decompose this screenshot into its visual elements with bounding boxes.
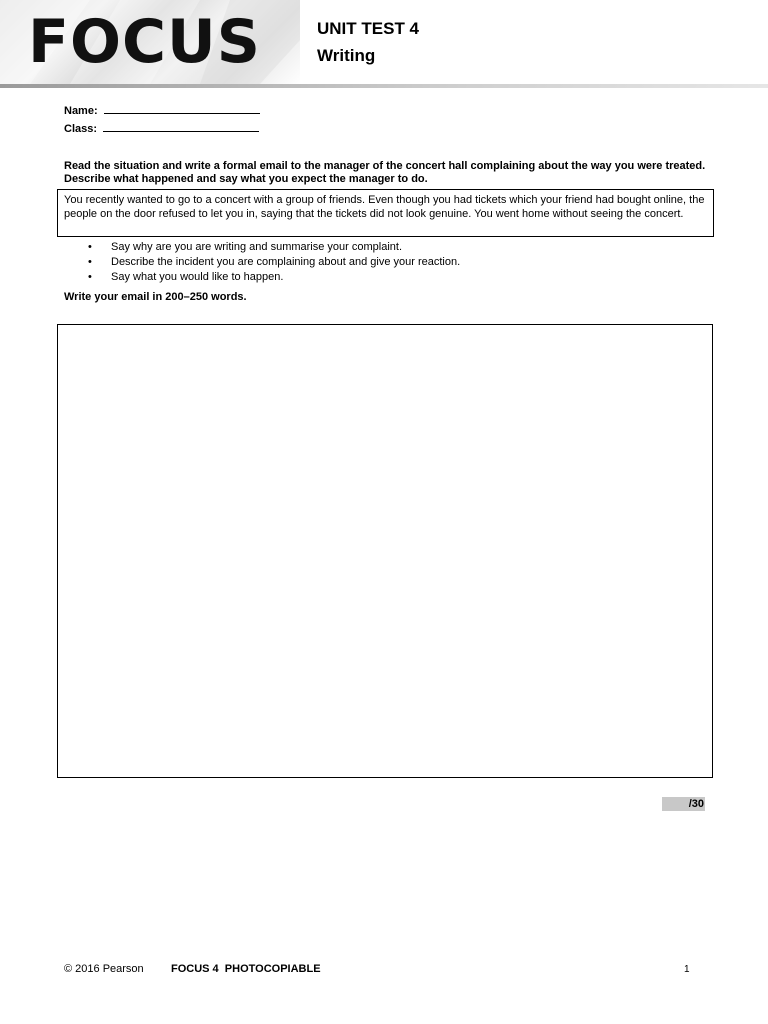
header-rule (0, 84, 768, 88)
list-item: • Describe the incident you are complaining about and give your reaction. (88, 256, 461, 268)
logo-background (0, 0, 300, 84)
score-badge: /30 (662, 797, 705, 811)
list-item: • Say what you would like to happen. (88, 271, 284, 283)
task-bullets (64, 240, 704, 285)
task-instructions: Read the situation and write a formal email to the manager of the concert hall complaining about the way you were treated. Describe what happened and say what you expect the manager to do. (64, 160, 706, 185)
page-number: 1 (684, 964, 690, 975)
unit-title: UNIT TEST 4 (317, 19, 420, 38)
class-field[interactable] (64, 120, 259, 136)
bullet-icon: • (88, 241, 92, 253)
name-field[interactable] (64, 102, 260, 118)
footer-title: FOCUS 4 PHOTOCOPIABLE (171, 963, 321, 975)
class-line[interactable] (103, 120, 259, 132)
name-line[interactable] (104, 102, 260, 114)
bullet-icon: • (88, 271, 92, 283)
class-label: Class: (64, 123, 98, 135)
list-item: • Say why are you are writing and summarise your complaint. (88, 241, 403, 253)
bullet-icon: • (88, 256, 92, 268)
page-header (0, 0, 768, 88)
name-label: Name: (64, 105, 98, 117)
situation-box: You recently wanted to go to a concert with a group of friends. Even though you had tickets which your friend had bought online, the people on the door refused to let you in, saying that the tickets did not look genuine. You went home without seeing the concert. (57, 189, 714, 237)
footer-copyright: © 2016 Pearson (64, 963, 144, 975)
answer-box[interactable] (57, 324, 713, 778)
unit-subtitle: Writing (317, 46, 376, 65)
word-count-instruction: Write your email in 200–250 words. (64, 291, 247, 303)
focus-logo: FOCUS (28, 7, 261, 77)
